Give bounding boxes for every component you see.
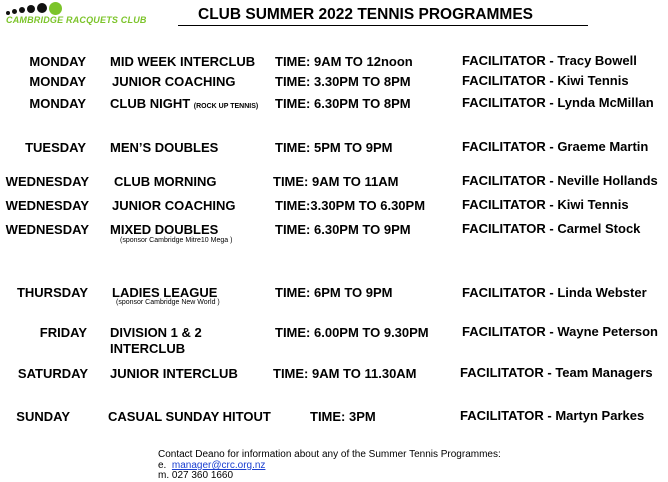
- row-facilitator: FACILITATOR - Graeme Martin: [462, 139, 649, 154]
- row-day: SATURDAY: [17, 366, 88, 381]
- row-facilitator: FACILITATOR - Team Managers: [460, 365, 653, 380]
- title-underline: [178, 25, 588, 26]
- row-time: TIME:3.30PM TO 6.30PM: [275, 198, 426, 213]
- row-programme-line2: INTERCLUB: [110, 341, 186, 356]
- row-programme: CLUB NIGHT (ROCK UP TENNIS): [110, 96, 259, 111]
- row-time: TIME: 3.30PM TO 8PM: [275, 74, 411, 89]
- row-time: TIME: 9AM TO 11AM: [273, 174, 399, 189]
- row-programme: JUNIOR COACHING: [112, 74, 236, 89]
- row-facilitator: FACILITATOR - Lynda McMillan: [462, 95, 654, 110]
- row-programme: CASUAL SUNDAY HITOUT: [108, 409, 271, 424]
- row-day: WEDNESDAY: [5, 174, 89, 189]
- programme-sponsor: (sponsor Cambridge New World ): [116, 299, 220, 306]
- row-facilitator: FACILITATOR - Kiwi Tennis: [462, 73, 629, 88]
- row-facilitator: FACILITATOR - Wayne Peterson: [462, 324, 658, 339]
- row-day: MONDAY: [29, 96, 86, 111]
- row-time: TIME: 6.30PM TO 9PM: [275, 222, 411, 237]
- row-time: TIME: 6.00PM TO 9.30PM: [275, 325, 429, 340]
- row-facilitator: FACILITATOR - Kiwi Tennis: [462, 197, 629, 212]
- row-facilitator: FACILITATOR - Neville Hollands: [462, 173, 658, 188]
- row-programme: LADIES LEAGUE: [112, 285, 218, 300]
- row-day: SUNDAY: [16, 409, 70, 424]
- programme-sponsor: (sponsor Cambridge Mitre10 Mega ): [120, 237, 233, 244]
- row-time: TIME: 5PM TO 9PM: [275, 140, 393, 155]
- email-prefix: e.: [158, 460, 167, 471]
- row-programme: MIXED DOUBLES: [110, 222, 219, 237]
- row-day: MONDAY: [29, 74, 86, 89]
- page-title: CLUB SUMMER 2022 TENNIS PROGRAMMES: [198, 6, 534, 23]
- contact-intro: Contact Deano for information about any of the Summer Tennis Programmes:: [158, 449, 501, 460]
- row-day: WEDNESDAY: [5, 198, 89, 213]
- row-day: WEDNESDAY: [5, 222, 89, 237]
- row-day: TUESDAY: [25, 140, 86, 155]
- club-name: CAMBRIDGE RACQUETS CLUB: [6, 15, 147, 25]
- row-programme: CLUB MORNING: [114, 174, 217, 189]
- email-link[interactable]: manager@crc.org.nz: [171, 460, 266, 471]
- row-time: TIME: 6.30PM TO 8PM: [275, 96, 411, 111]
- row-programme: JUNIOR INTERCLUB: [110, 366, 238, 381]
- row-day: THURSDAY: [16, 285, 88, 300]
- row-programme: MEN’S DOUBLES: [110, 140, 219, 155]
- contact-phone: m. 027 360 1660: [158, 470, 234, 481]
- row-time: TIME: 9AM TO 11.30AM: [273, 366, 417, 381]
- row-time: TIME: 3PM: [310, 409, 376, 424]
- row-programme: JUNIOR COACHING: [112, 198, 236, 213]
- row-facilitator: FACILITATOR - Linda Webster: [462, 285, 647, 300]
- row-facilitator: FACILITATOR - Tracy Bowell: [462, 53, 637, 68]
- row-day: FRIDAY: [39, 325, 87, 340]
- programme-note: (ROCK UP TENNIS): [193, 103, 259, 110]
- row-time: TIME: 6PM TO 9PM: [275, 285, 393, 300]
- club-logo: [2, 2, 172, 26]
- row-programme: MID WEEK INTERCLUB: [110, 54, 256, 69]
- row-time: TIME: 9AM TO 12noon: [275, 54, 413, 69]
- row-facilitator: FACILITATOR - Carmel Stock: [462, 221, 641, 236]
- row-facilitator: FACILITATOR - Martyn Parkes: [460, 408, 645, 423]
- row-day: MONDAY: [29, 54, 86, 69]
- row-programme: DIVISION 1 & 2: [110, 325, 202, 340]
